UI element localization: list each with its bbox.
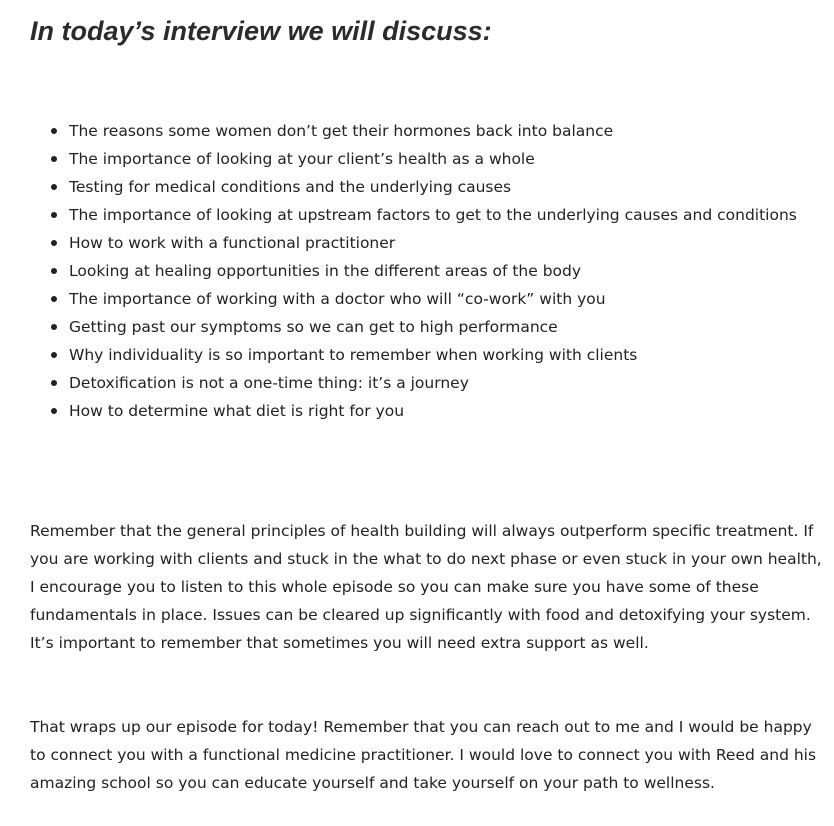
body-paragraph-remember: Remember that the general principles of health building will always outperform specific treatment. If you are working with clients and stuck in the what to do next phase or even stuck in your own health, I encourage you to listen to this whole episode so you can make sure you have some of these fundamentals in place. Issues can be cleared up significantly with food and detoxifying your system. It’s important to remember that sometimes you will need extra support as well. (30, 522, 822, 652)
list-item-text: Testing for medical conditions and the underlying causes (69, 178, 512, 196)
bullet-icon (51, 156, 57, 162)
bullet-icon (51, 352, 57, 358)
bullet-icon (51, 184, 57, 190)
list-item (69, 173, 829, 201)
list-item-text: Looking at healing opportunities in the different areas of the body (69, 262, 582, 280)
list-item (69, 201, 829, 229)
list-item (69, 229, 829, 257)
bullet-icon (51, 296, 57, 302)
list-item (69, 369, 829, 397)
body-paragraph-wrap-up: That wraps up our episode for today! Remember that you can reach out to me and I would be happy to connect you with a functional medicine practitioner. I would love to connect you with Reed and his amazing school so you can educate yourself and take yourself on your path to wellness. (30, 718, 817, 792)
list-item (69, 285, 829, 313)
list-item-text: Why individuality is so important to remember when working with clients (69, 346, 638, 364)
topics-list (30, 117, 829, 425)
list-item-text: The importance of looking at upstream factors to get to the underlying causes and conditions (69, 206, 797, 224)
bullet-icon (51, 240, 57, 246)
list-item (69, 397, 829, 425)
bullet-icon (51, 128, 57, 134)
list-item-text: Detoxification is not a one-time thing: it’s a journey (69, 374, 469, 392)
list-item (69, 257, 829, 285)
section-heading: In today’s interview we will discuss: (30, 16, 492, 46)
bullet-icon (51, 324, 57, 330)
list-item-text: How to determine what diet is right for you (69, 402, 405, 420)
article-content (30, 0, 830, 792)
list-item (69, 145, 829, 173)
bullet-icon (51, 268, 57, 274)
list-item (69, 341, 829, 369)
bullet-icon (51, 408, 57, 414)
list-item (69, 313, 829, 341)
list-item-text: Getting past our symptoms so we can get to high performance (69, 318, 558, 336)
bullet-icon (51, 380, 57, 386)
bullet-icon (51, 212, 57, 218)
list-item-text: How to work with a functional practitioner (69, 234, 396, 252)
list-item (69, 117, 829, 145)
list-item-text: The importance of working with a doctor who will “co-work” with you (69, 290, 606, 308)
list-item-text: The reasons some women don’t get their hormones back into balance (69, 122, 614, 140)
list-item-text: The importance of looking at your client’s health as a whole (69, 150, 535, 168)
